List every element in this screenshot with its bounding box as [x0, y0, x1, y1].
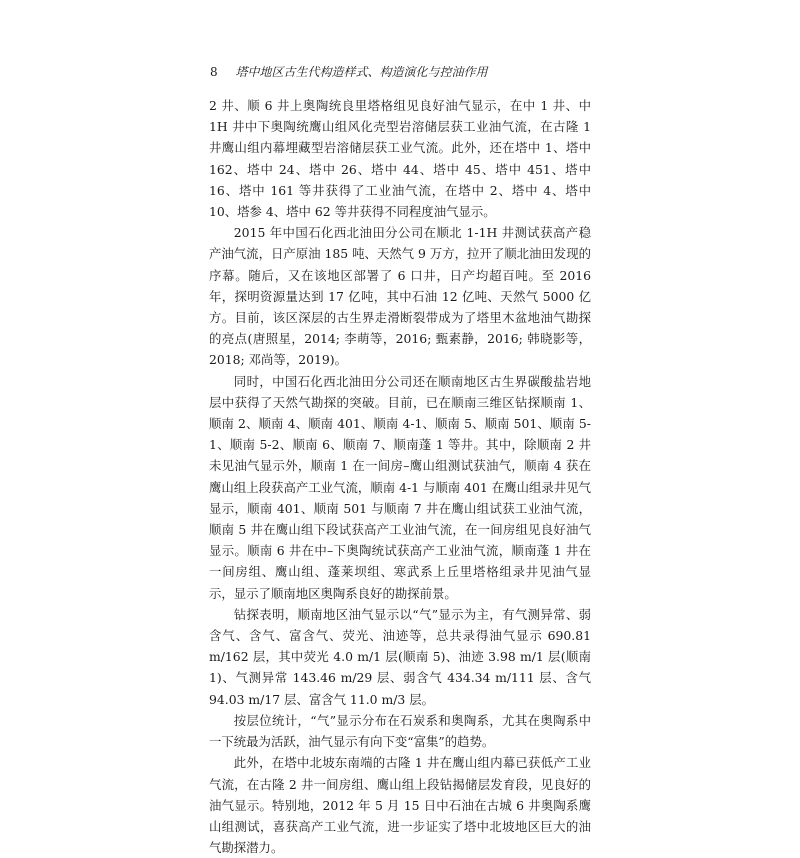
body-text	[209, 95, 591, 858]
running-title: 塔中地区古生代构造样式、构造演化与控油作用	[235, 65, 488, 79]
paragraph-2: 2015 年中国石化西北油田分公司在顺北 1-1H 井测试获高产稳产油气流，日产原油 185 吨、天然气 9 万方，拉开了顺北油田发现的序幕。随后，又在该地区部署了 6 口井，日产均超百吨。至 2016 年，探明资源量达到 17 亿吨，其中石油 12 亿吨、天然气 5000 亿方。目前，该区深层的古生界走滑断裂带成为了塔里木盆地油气勘探的亮点(唐照星，2014; 李萌等，2016; 甄素静，2016; 韩晓影等，2018; 邓尚等，2019)。	[209, 225, 591, 368]
page-header	[210, 64, 610, 80]
paragraph-6: 此外，在塔中北坡东南端的古隆 1 井在鹰山组内幕已获低产工业气流，在古隆 2 井一间房组、鹰山组上段钻揭储层发育段，见良好的油气显示。特别地，2012 年 5 月 15 日中石油在古城 6 井奥陶系鹰山组测试，喜获高产工业气流，进一步证实了塔中北坡地区巨大的油气勘探潜力。	[209, 755, 591, 856]
paragraph-5: 按层位统计，“气”显示分布在石炭系和奥陶系，尤其在奥陶系中一下统最为活跃，油气显示有向下变“富集”的趋势。	[209, 712, 591, 750]
page-number: 8	[210, 65, 218, 79]
paragraph-1: 2 井、顺 6 井上奥陶统良里塔格组见良好油气显示，在中 1 井、中 1H 井中下奥陶统鹰山组风化壳型岩溶储层获工业油气流，在古隆 1 井鹰山组内幕埋藏型岩溶储层获工业气流。此外，还在塔中 1、塔中 162、塔中 24、塔中 26、塔中 44、塔中 45、塔中 451、塔中 16、塔中 161 等井获得了工业油气流，在塔中 2、塔中 4、塔中 10、塔参 4、塔中 62 等井获得不同程度油气显示。	[209, 98, 591, 220]
paragraph-4: 钻探表明，顺南地区油气显示以“气”显示为主，有气测异常、弱含气、含气、富含气、荧光、油迹等，总共录得油气显示 690.81 m/162 层，其中荧光 4.0 m/1 层(顺南 5)、油迹 3.98 m/1 层(顺南 1)、气测异常 143.46 m/29 层、弱含气 434.34 m/111 层、含气 94.03 m/17 层、富含气 11.0 m/3 层。	[209, 606, 591, 707]
paragraph-3: 同时，中国石化西北油田分公司还在顺南地区古生界碳酸盐岩地层中获得了天然气勘探的突破。目前，已在顺南三维区钻探顺南 1、顺南 2、顺南 4、顺南 401、顺南 4-1、顺南 5、顺南 501、顺南 5-1、顺南 5-2、顺南 6、顺南 7、顺南蓬 1 等井。其中，除顺南 2 井未见油气显示外，顺南 1 在一间房–鹰山组测试获油气，顺南 4 获在鹰山组上段获高产工业气流，顺南 4-1 与顺南 401 在鹰山组录井见气显示，顺南 401、顺南 501 与顺南 7 井在鹰山组试获工业油气流，顺南 5 井在鹰山组下段试获高产工业油气流，在一间房组见良好油气显示。顺南 6 井在中–下奥陶统试获高产工业油气流，顺南蓬 1 井在一间房组、鹰山组、蓬莱坝组、寒武系上丘里塔格组录井见油气显示，显示了顺南地区奥陶系良好的勘探前景。	[209, 373, 591, 601]
